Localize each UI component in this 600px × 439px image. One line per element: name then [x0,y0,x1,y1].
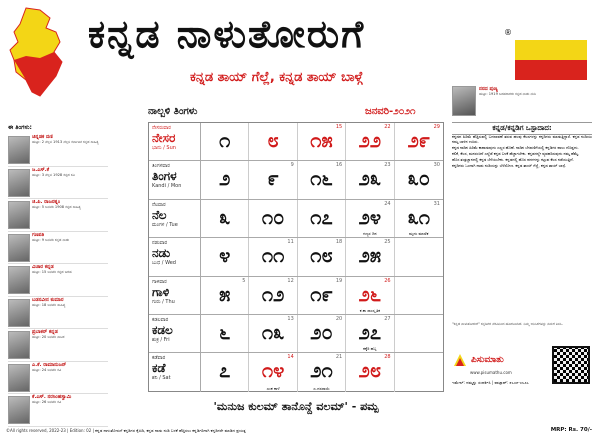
person-entry [8,264,108,297]
weekday-label [149,315,201,352]
weekday-english: ಶನಿ / Sat [152,375,171,382]
weekday-name: ಕಡೆ [152,361,166,376]
person-info [32,297,108,329]
weekday-name: ತಿಂಗಳ [152,169,177,184]
weekday-label [149,353,201,391]
weekday-english: Kandi / Mon [152,183,182,190]
article-paragraph: ಕಲಿಕೆ, ಕೆಲಸ, ಮನರಂಜನೆ ಎಲ್ಲೆಡೆ ಕನ್ನಡ ಬಳಕೆ ಹೆಚ್ಚಾಗಬೇಕು. ಕನ್ನಡದಲ್ಲೇ ವ್ಯವಹರಿಸುವುದು ನಮ್ಮ ಹೆಮ್ಮೆ. [452,151,580,156]
date-cell[interactable] [395,353,443,391]
gregorian-date: 18 [335,239,343,246]
person-photo [8,169,30,197]
gregorian-date: 29 [433,124,440,130]
gregorian-date: 21 [335,354,343,361]
calendar-row [149,200,443,238]
featured-person-desc: ಹುಟ್ಟು: 1919 ಬರಹಗಾರರು ಕನ್ನಡ ನಾಡು ನುಡಿ [479,92,536,96]
gregorian-date: 5 [242,277,246,284]
kannada-date: ೨೨ [358,128,382,152]
date-cell[interactable] [395,238,443,275]
date-cell[interactable] [346,200,394,237]
gregorian-date: 31 [433,200,440,207]
kannada-date: ೨೧ [310,358,333,383]
gregorian-date: 28 [384,354,391,361]
date-cell[interactable] [249,200,297,237]
kannada-date: ೨೩ [358,166,382,191]
date-cell[interactable] [346,238,394,275]
person-photo [8,136,30,164]
gregorian-date: 14 [287,354,294,361]
person-photo [8,299,30,327]
weekday-label [149,277,201,314]
person-desc: ಹುಟ್ಟು: 20 ಜನವರಿ ನಾಟಕ [32,335,65,339]
date-cell[interactable] [298,123,346,160]
person-desc: ಹುಟ್ಟು: 15 ಜನವರಿ ಕನ್ನಡ ಬರಹ [32,270,72,274]
app-title: ಕನ್ನಡ ನಾಳುತೋರುಗೆ [88,12,366,56]
date-note: ಕ.ಕಾ ಸಾಂಸ್ಕೃತಿಕ [359,307,381,313]
gregorian-date: 12 [287,277,294,284]
brand-url[interactable]: www.pisumathu.com [470,370,512,375]
person-photo [8,331,30,359]
date-cell[interactable] [395,200,443,237]
kannada-date: ೩೧ [407,204,430,229]
person-photo [8,364,30,392]
date-cell[interactable] [298,315,346,352]
person-desc: ಹುಟ್ಟು: 26 ಜನವರಿ ಕವಿ [32,400,62,404]
kannada-date: ೧೦ [261,204,285,229]
weekday-small: ನೇಸರುವಾರ [152,125,171,131]
date-note: ಎಂಕ ಕಾಳೆ [266,385,280,391]
person-photo [8,266,30,294]
person-name: ಬಡನವೀನ ಕುಮಾರ [32,296,64,303]
month-title: ನಾಲ್ಬಳಿ ತಿಂಗಳು [148,106,198,117]
kannada-date: ೧೪ [261,358,285,383]
birthdays-heading: ಈ ತಿಂಗಳು: [8,124,32,131]
weekday-small: ತಿಂಗಳವಾರ [152,163,170,170]
gregorian-date: 22 [384,124,391,130]
date-cell[interactable] [249,238,297,275]
kannada-date: ೨೫ [358,243,382,268]
person-entry [8,134,108,167]
date-cell[interactable] [395,123,443,160]
gregorian-date: 30 [433,162,440,169]
kannada-date: ೧೫ [310,128,333,152]
date-cell[interactable] [346,353,394,391]
brand-name: ಪಿಸುಮಾತು [471,355,504,365]
person-info [32,232,108,264]
kannada-date: ೨೮ [358,358,382,383]
person-entry [8,297,108,330]
weekday-english: ಶುಕ್ರ / Fri [152,337,170,343]
weekday-label [149,200,201,237]
gregorian-date: 9 [290,162,294,169]
kannada-date: ೧೯ [310,281,333,306]
article-paragraph: ಕನ್ನಡಿಗರು ಒಂದಾಗಿ ನಾಡು ನುಡಿಯನ್ನು ಬೆಳೆಸೋಣ. ಕನ್ನಡ ತಾಯ್ ಗೆಲ್ಲೆ, ಕನ್ನಡ ತಾಯ್ ಬಾಳ್ಗೆ. [452,163,567,168]
date-cell[interactable] [201,161,249,198]
kannada-date: ೨೦ [310,320,333,344]
weekday-name: ಗಾಳಿ [152,284,170,299]
article-title: ಕನ್ನಡ/ಕನ್ನಡಿಗ ಒಸ್ಪಾದಾದ: [452,122,592,135]
person-name: ಜ.ಎಸ್.ಕೆ [32,166,50,173]
kannada-date: ೧೬ [310,166,333,191]
registered-mark: ® [504,28,512,37]
person-desc: ಹುಟ್ಟು: 2 ನೆಲ್ಲಳ 1913 ನೆಲ್ಲಳ ಕರ್ನಾಟಕ ಕನ್ನಡ ಸಾಹಿತ್ಯ [32,140,99,144]
kannada-date: ೮ [267,128,279,152]
gregorian-date: 20 [335,316,343,322]
person-entry [8,167,108,200]
person-desc: ಹುಟ್ಟು: 5 ಜನವರಿ 1908 ಕನ್ನಡ ಸಾಹಿತ್ಯ [32,205,81,209]
footer-price: MRP: Rs. 70/- [550,427,592,433]
gregorian-date: 15 [335,124,343,130]
weekday-small: ಕಡಲವಾರ [152,317,169,323]
person-photo [8,396,30,424]
date-cell[interactable] [201,200,249,237]
brand-contact: ಇಮೇಲ್: ನಮ್ಮನ್ನು ಸಂಪರ್ಕಿಸಿ | ವಾಟ್ಸಾಪ್: ೯೭೦೯-೦೬೨೭ [452,380,529,385]
person-info [32,134,108,166]
kannada-date: ೧೭ [310,204,333,229]
article-paragraph: ಕನ್ನಡದ ಹಿರಿಮೆ ಹೆಚ್ಚಿಸುವಲ್ಲಿ ಬದಲಾವಣೆ ತರುವ ಹಲವು ಕೆಲಸಗಳನ್ನು ಕನ್ನಡಿಗರು ಮಾಡುತ್ತಿದ್ದಾರೆ. ಕನ್ನಡ ನುಡಿಯು ನಮ್ಮ ಬಾಳಿನ ಉಸಿರು. [452,134,592,144]
person-info [32,329,108,361]
date-cell[interactable] [201,315,249,352]
weekday-english: ಗುರು / Thu [152,298,175,305]
brand-block [452,352,504,368]
flag-red-band [515,60,587,80]
article-paragraph: ಹೊಸ ತಂತ್ರಜ್ಞಾನದಲ್ಲಿ ಕನ್ನಡ ಬೆಳೆಯಬೇಕು. ಕನ್ನಡದಲ್ಲಿ ಹೊಸ ಪದಗಳನ್ನು ಕಟ್ಟುವ ಕೆಲಸ ನಡೆಯುತ್ತಿದೆ. [452,157,574,162]
person-desc: ಹುಟ್ಟು: 18 ಜನವರಿ ಸಾಹಿತ್ಯ [32,302,66,307]
date-cell[interactable] [249,123,297,160]
kannada-date: ೧೩ [261,320,285,344]
person-name: ಪ್ರಬಾಕರ್ ಕನ್ನಡ [32,329,58,335]
date-cell[interactable] [201,238,249,275]
kannada-date: ೧ [219,128,231,152]
person-info [32,264,108,296]
date-cell[interactable] [395,277,443,314]
date-cell[interactable] [298,200,346,237]
person-name: ಜಿ.ಪಿ. ರಾಜರತ್ನಂ [32,199,61,205]
qr-code-icon[interactable] [552,346,590,384]
person-entry [8,232,108,265]
kannada-date: ೯ [267,166,279,191]
calendar-row [149,161,443,199]
date-note: ಮೃದು ಮಾಣಿಕ [409,231,429,237]
gregorian-date: 16 [335,162,343,169]
person-info [32,167,108,199]
weekday-label [149,238,201,275]
calendar-row [149,238,443,276]
date-cell[interactable] [346,315,394,352]
kannada-flag-icon [515,40,587,80]
calendar-row [149,353,443,391]
person-name: ಕೆ.ಎಸ್. ನರಸಿಂಹಸ್ವಾಮಿ [32,394,72,400]
person-name: ಎ.ಕೆ. ರಾಮಾನುಜನ್ [32,361,67,368]
date-cell[interactable] [395,161,443,198]
kannada-date: ೫ [219,281,231,306]
person-entry [8,362,108,395]
weekday-name: ನೇಸರ [152,131,176,145]
weekday-name: ಕಡಲ [152,323,173,337]
article-note: "ಕನ್ನಡ ನಾಳುತೋರುಗೆ" ಕನ್ನಡಿಗರ ನೆರವಿನಿಂದ ಹೊರಬಂದಿದೆ. ನಿಮ್ಮ ಅನಿಸಿಕೆಗಳನ್ನು ನಮಗೆ ತಿಳಿಸಿ. [452,322,563,326]
gregorian-date: 24 [384,200,391,207]
weekday-small: ನೆಲವಾರ [152,201,166,208]
flag-yellow-band [515,40,587,60]
date-cell[interactable] [298,161,346,198]
person-name: ಗಣಪತಿ [32,231,45,238]
karnataka-map-logo [6,6,78,98]
date-cell[interactable] [201,353,249,391]
date-note: ಕಕ್ಕೆರಿ ಹಬ್ಬ [363,346,377,352]
article-paragraph: ಕನ್ನಡ ನಾಡಿನ ಹಿರಿಮೆ ಕಾಪಾಡುವುದು ಎಲ್ಲರ ಹೊಣೆ. ನಾಡಿನ ಬೆಳವಣಿಗೆಯಲ್ಲಿ ಕನ್ನಡಿಗರ ಪಾಲು ದೊಡ್ಡದು. [452,145,579,150]
person-photo [8,201,30,229]
date-cell[interactable] [249,315,297,352]
date-cell[interactable] [298,353,346,391]
date-note: ಗಣ್ಯರ ದಿನ [363,231,377,237]
person-entry [8,329,108,362]
kannada-date: ೬ [219,320,231,344]
person-entry [8,394,108,427]
kannada-date: ೨೪ [358,204,382,229]
calendar-row [149,315,443,353]
gregorian-date: 23 [384,162,391,169]
kannada-date: ೨೭ [358,320,382,344]
kannada-date: ೭ [219,358,231,383]
weekday-label [149,161,201,198]
date-note: ಎ.ದಸರಾಯಿ [313,385,330,391]
birthdays-column [8,124,108,424]
date-cell[interactable] [201,277,249,314]
person-photo [452,86,476,116]
people-list [8,134,108,427]
kannada-date: ೩೦ [407,166,430,191]
person-name: ಚಿನ್ನಡಕ ದಣಿ [32,134,53,140]
date-cell[interactable] [346,161,394,198]
weekday-name: ನೆಲ [152,207,167,222]
person-info [32,362,108,394]
kannada-date: ೧೨ [261,281,285,306]
date-cell[interactable] [249,353,297,391]
date-cell[interactable] [395,315,443,352]
person-info [32,199,108,231]
person-desc: ಹುಟ್ಟು: 3 ನೆಲ್ಲಳ 1928 ಕನ್ನಡ ಕವಿ [32,172,75,177]
date-cell[interactable] [298,238,346,275]
weekday-small: ನಡುವಾರ [152,240,168,247]
person-info [32,394,108,426]
weekday-label [149,123,201,160]
gregorian-date: 11 [287,239,294,246]
date-cell[interactable] [346,123,394,160]
weekday-small: ಕಡೆವಾರ [152,355,166,362]
date-cell[interactable] [249,161,297,198]
gregorian-date: 25 [384,239,391,246]
weekday-english: ಬುಧ / Wed [152,260,176,267]
calendar-grid [148,122,444,392]
gregorian-date: 13 [287,316,294,322]
calendar-row [149,123,443,161]
subtitle: ಕನ್ನಡ ತಾಯ್ ಗೆಲ್ಲೆ, ಕನ್ನಡ ತಾಯ್ ಬಾಳ್ಗೆ [190,70,363,85]
date-cell[interactable] [201,123,249,160]
gregorian-date: 26 [384,277,391,284]
kannada-date: ೩ [219,204,231,229]
motto-quote: 'ಮನುಜ ಕುಲಮ್ ತಾನೊನ್ದೆ ವಲಮ್' - ಪಮ್ಪ [213,400,379,413]
featured-person-name: ನನದ ಪುಣ್ಯ [479,86,498,92]
person-name: ವಿಚಾರ ಕನ್ನಡ [32,264,54,270]
date-cell[interactable] [298,277,346,314]
footer-rights: ©All rights reserved, 2022-23 | Edition: 02 | ಕನ್ನಡ ನಾಳುತೋರುಗೆ ಕನ್ನಡಿಗರ ಕೈಪಿಡಿ, ಕನ್ನಡ ನಾಡು ನುಡಿ ಬಳಕೆ ಹೆಚ್ಚಿಸಲು ಕನ್ನಡಿಗರಿಗಾಗಿ ಕನ್ನಡಿಗರೇ ಮಾಡಿದ ಪ್ರಯತ್ನ [6,428,246,433]
gregorian-date: 27 [384,316,391,322]
person-desc: ಹುಟ್ಟು: 9 ಜನವರಿ ಕನ್ನಡ ನಾಡು [32,237,70,242]
weekday-small: ಗಾಳಿವಾರ [152,278,167,285]
weekday-name: ನಡು [152,246,171,261]
weekday-english: ಮಂಗಳ / Tue [152,221,178,228]
article-body [452,134,592,320]
brand-logo-icon [452,352,468,368]
gregorian-date: 19 [335,277,343,284]
date-cell[interactable] [249,277,297,314]
featured-person [452,86,592,120]
calendar-row [149,277,443,315]
kannada-date: ೧೮ [310,243,333,268]
person-photo [8,234,30,262]
date-cell[interactable] [346,277,394,314]
kannada-date: ೨೬ [358,281,382,306]
person-desc: ಹುಟ್ಟು: 24 ಜನವರಿ ಕವಿ [32,367,62,372]
kannada-date: ೧೧ [261,243,285,268]
weekday-english: ಭಾನು / Sun [152,145,176,151]
person-entry [8,199,108,232]
kannada-date: ೪ [219,243,231,268]
month-date: ಜನವರಿ-೨೦೨೧ [365,106,416,117]
kannada-date: ೨೯ [407,128,430,152]
kannada-date: ೨ [219,166,231,191]
